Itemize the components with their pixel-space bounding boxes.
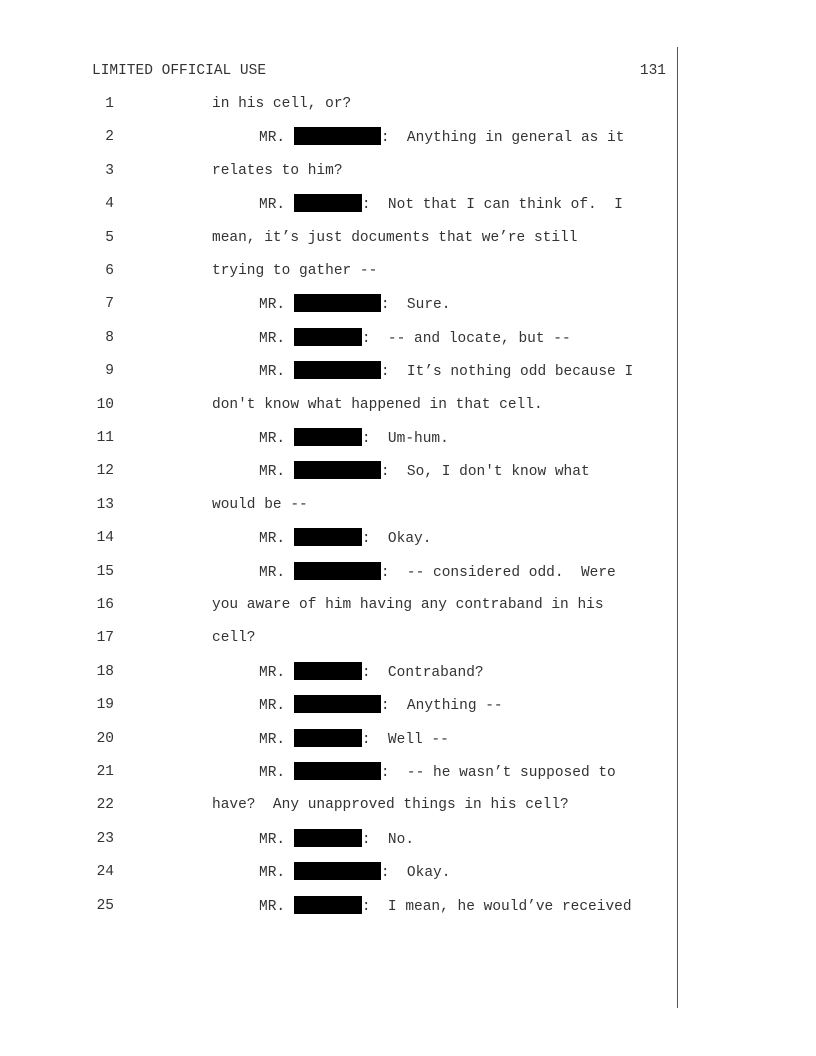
transcript-line [0,428,676,448]
line-number: 19 [96,697,114,714]
speaker-line [259,328,571,349]
speech-text: : I mean, he would’ve received [361,898,632,915]
transcript-line [0,862,676,882]
speech-text: : It’s nothing odd because I [380,364,634,381]
transcript-line [0,595,676,615]
line-number: 3 [105,162,114,179]
transcript-line [0,395,676,415]
transcript-line [0,294,676,314]
redaction-bar [294,328,362,346]
speaker-title: MR. [259,765,294,781]
speaker-line [259,662,484,683]
speaker-title: MR. [259,197,294,214]
continuation-text: have? Any unapproved things in his cell? [212,797,569,814]
transcript-line [0,662,676,682]
transcript-line [0,628,676,648]
speaker-title: MR. [259,364,294,381]
line-number: 24 [96,864,114,881]
continuation-text: cell? [212,630,256,647]
transcript-line [0,228,676,248]
line-number: 21 [96,764,114,780]
line-number: 20 [96,730,114,747]
line-number: 22 [96,797,114,814]
line-number: 14 [96,530,114,547]
continuation-text: don't know what happened in that cell. [212,396,543,413]
speech-text: : -- considered odd. Were [380,564,616,581]
speaker-line [259,294,450,315]
line-number: 11 [96,430,114,446]
speaker-title: MR. [259,464,294,481]
line-number: 17 [96,630,114,647]
speech-text: : -- and locate, but -- [361,330,571,347]
redaction-bar [294,896,362,914]
line-number: 8 [105,329,114,346]
speech-text: : -- he wasn’t supposed to [380,765,616,781]
continuation-text: trying to gather -- [212,263,378,279]
speaker-title: MR. [259,831,294,848]
redaction-bar [294,428,362,446]
line-number: 16 [96,597,114,613]
transcript-line [0,729,676,749]
speech-text: : Not that I can think of. I [361,197,623,214]
continuation-text: you aware of him having any contraband in his [212,597,604,613]
redaction-bar [294,662,362,680]
speech-text: : Okay. [361,531,432,548]
transcript-line [0,94,676,114]
line-number: 5 [105,229,114,246]
speaker-title: MR. [259,431,294,447]
redaction-bar [294,461,381,479]
redaction-bar [294,361,381,379]
speaker-line [259,461,590,482]
transcript-line [0,896,676,916]
redaction-bar [294,528,362,546]
line-number: 10 [96,396,114,413]
transcript-line [0,261,676,281]
speaker-line [259,562,616,583]
speaker-title: MR. [259,664,294,681]
line-number: 6 [105,263,114,279]
transcript-line [0,328,676,348]
line-number: 13 [96,496,114,513]
continuation-text: mean, it’s just documents that we’re still [212,229,578,246]
line-number: 9 [105,363,114,380]
continuation-text: in his cell, or? [212,96,352,112]
transcript-line [0,161,676,181]
speech-text: : Sure. [380,297,451,314]
continuation-text: would be -- [212,496,308,513]
transcript-line [0,194,676,214]
speech-text: : Anything in general as it [380,130,625,147]
transcript-line [0,495,676,515]
line-number: 2 [105,129,114,146]
transcript-line [0,795,676,815]
speech-text: : Um-hum. [361,431,449,447]
transcript-line [0,528,676,548]
continuation-text: relates to him? [212,162,343,179]
redaction-bar [294,762,381,780]
speaker-line [259,528,431,549]
redaction-bar [294,562,381,580]
speaker-title: MR. [259,297,294,314]
classification-header: LIMITED OFFICIAL USE [92,63,267,79]
speaker-line [259,428,449,449]
transcript-line [0,361,676,381]
speech-text: : Anything -- [380,698,503,715]
line-number: 7 [105,296,114,313]
redaction-bar [294,194,362,212]
speaker-line [259,361,633,382]
speaker-line [259,127,624,148]
redaction-bar [294,294,381,312]
line-number: 4 [105,196,114,213]
transcript-line [0,562,676,582]
speech-text: : So, I don't know what [380,464,590,481]
line-number: 12 [96,463,114,480]
speech-text: : Okay. [380,865,451,882]
speaker-line [259,762,616,783]
redaction-bar [294,829,362,847]
speaker-title: MR. [259,531,294,548]
speaker-title: MR. [259,130,294,147]
redaction-bar [294,729,362,747]
speaker-line [259,829,414,850]
speaker-line [259,896,632,917]
transcript-line [0,762,676,782]
line-number: 1 [105,96,114,112]
speaker-title: MR. [259,698,294,715]
speaker-title: MR. [259,330,294,347]
speaker-title: MR. [259,898,294,915]
speaker-line [259,729,449,750]
line-number: 18 [96,663,114,680]
speech-text: : Contraband? [361,664,484,681]
redaction-bar [294,127,381,145]
speaker-line [259,862,450,883]
page-number: 131 [639,63,666,79]
speech-text: : Well -- [361,731,449,748]
transcript-line [0,461,676,481]
line-number: 23 [96,830,114,847]
transcript-line [0,127,676,147]
transcript-line [0,829,676,849]
redaction-bar [294,695,381,713]
speech-text: : No. [361,831,415,848]
speaker-line [259,695,503,716]
line-number: 15 [96,563,114,580]
redaction-bar [294,862,381,880]
speaker-title: MR. [259,564,294,581]
line-number: 25 [96,897,114,914]
transcript-line [0,695,676,715]
speaker-line [259,194,623,215]
speaker-title: MR. [259,731,294,748]
speaker-title: MR. [259,865,294,882]
